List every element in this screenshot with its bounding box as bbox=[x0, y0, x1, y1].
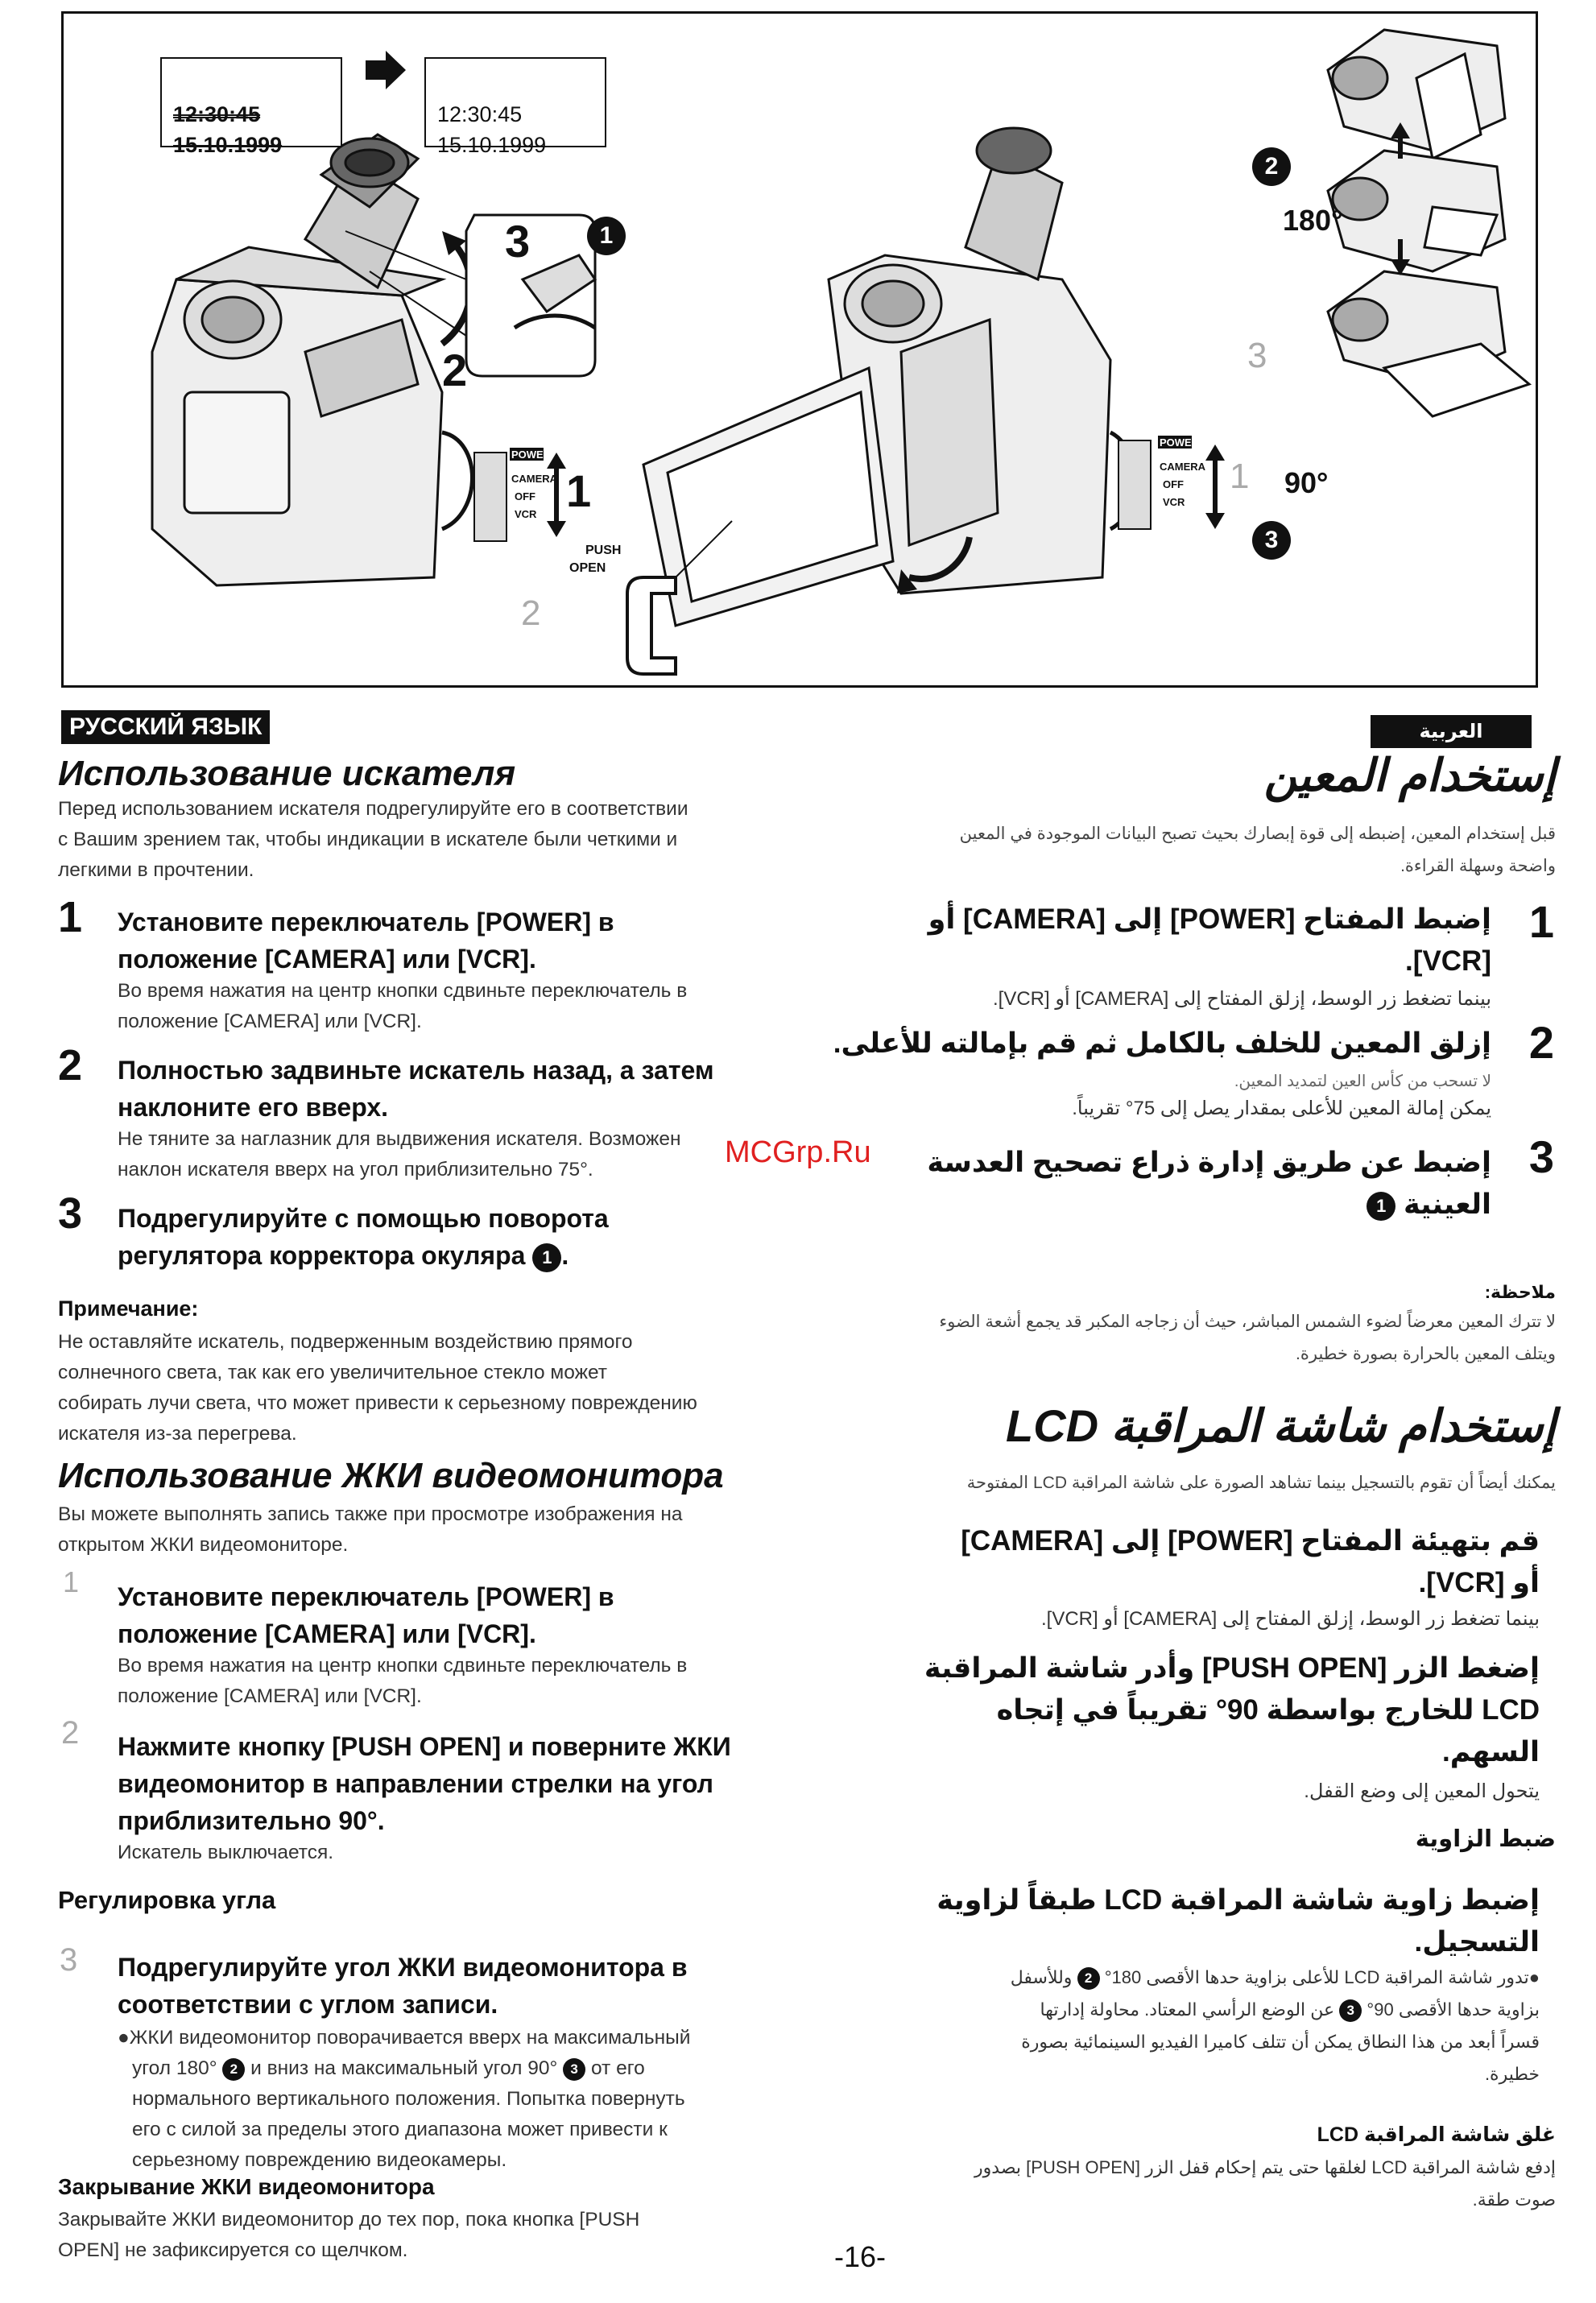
ar-close-text: إدفع شاشة المراقبة LCD لغلقها حتى يتم إحكام قفل الزر [PUSH OPEN] بصدور صوت طقة. bbox=[974, 2157, 1556, 2210]
diopter-callout bbox=[466, 215, 595, 376]
callout-3-left: 3 bbox=[505, 216, 531, 267]
angle-180-label: 180° bbox=[1283, 204, 1343, 237]
ru-lcd-step2-number: 2 bbox=[61, 1715, 80, 1751]
switch-power-label-left: POWER bbox=[511, 449, 552, 461]
ru-close-text: Закрывайте ЖКИ видеомонитор до тех пор, пока кнопка [PUSH OPEN] не зафиксируется со щелчком. bbox=[58, 2209, 640, 2261]
ar-close-heading: غلق شاشة المراقبة LCD bbox=[1317, 2123, 1556, 2146]
switch-vcr-label-left: VCR bbox=[515, 508, 537, 520]
switch-vcr-label-mid: VCR bbox=[1163, 496, 1185, 508]
lcd-display-before bbox=[160, 57, 342, 157]
right-camcorder-top bbox=[1328, 30, 1505, 159]
ar-circle-2-icon: 2 bbox=[1077, 1967, 1100, 1990]
ru-angle-heading: Регулировка угла bbox=[58, 1886, 276, 1914]
ar-vf-step1-note: بينما تضغط زر الوسط، إزلق المفتاح إلى [CAMERA] أو [VCR]. bbox=[993, 988, 1491, 1010]
circle-3-icon: 3 bbox=[563, 2058, 585, 2081]
push-label: PUSH bbox=[585, 544, 622, 557]
middle-camcorder bbox=[643, 128, 1135, 626]
ru-lcd-step1-text: Установите переключатель [POWER] в положение [CAMERA] или [VCR]. bbox=[118, 1582, 614, 1648]
callout-1-faint: 1 bbox=[1230, 457, 1250, 496]
ar-vf-step1-number: 1 bbox=[1528, 896, 1554, 947]
ar-angle-step-text: إضبط زاوية شاشة المراقبة LCD طبقاً لزاوية التسجيل. bbox=[937, 1884, 1540, 1958]
ar-lcd-step2-note: يتحول المعين إلى وضع القفل. bbox=[1304, 1780, 1540, 1802]
ru-lcd-step1-note: Во время нажатия на центр кнопки сдвиньте переключатель в положение [CAMERA] или [VCR]. bbox=[118, 1655, 688, 1707]
left-camcorder bbox=[152, 134, 473, 585]
ar-lcd-step2-text: إضغط الزر [PUSH OPEN] وأدر شاشة المراقبة LCD للخارج بواسطة 90° تقريباً في إتجاه السهم. bbox=[924, 1652, 1540, 1768]
right-camcorder-middle bbox=[1328, 151, 1505, 271]
ru-angle-step-text: Подрегулируйте угол ЖКИ видеомонитора в соответствии с углом записи. bbox=[118, 1953, 688, 2019]
ru-lcd-step2-note: Искатель выключается. bbox=[118, 1842, 334, 1863]
watermark: MCGrp.Ru bbox=[725, 1135, 871, 1169]
ru-vf-step3-text: Подрегулируйте с помощью поворота регулятора корректора окуляра 1 . bbox=[118, 1200, 609, 1274]
ru-note-text: Не оставляйте искатель, подверженным воздействию прямого солнечного света, так как его увеличительное стекло может собирать лучи света, что может привести к серьезному повреждению искателя из-за перегрева. bbox=[58, 1331, 697, 1445]
ru-vf-step1-text: Установите переключатель [POWER] в положение [CAMERA] или [VCR]. bbox=[118, 908, 614, 974]
ar-lcd-step1-note: بينما تضغط زر الوسط، إزلق المفتاح إلى [CAMERA] أو [VCR]. bbox=[1041, 1608, 1540, 1630]
ru-vf-step1-number: 1 bbox=[58, 893, 83, 941]
ru-vf-step2-number: 2 bbox=[58, 1041, 83, 1089]
ru-close-heading: Закрывание ЖКИ видеомонитора bbox=[58, 2174, 435, 2199]
ru-note-heading: Примечание: bbox=[58, 1296, 199, 1321]
ar-note-heading: ملاحظة: bbox=[1484, 1282, 1556, 1302]
angle-90-label: 90° bbox=[1284, 466, 1329, 499]
callout-1-left: 1 bbox=[566, 465, 592, 516]
switch-camera-label-left: CAMERA bbox=[511, 473, 558, 485]
ru-lcd-intro: Вы можете выполнять запись также при просмотре изображения на открытом ЖКИ видеомониторе. bbox=[58, 1503, 683, 1556]
ru-lcd-title: Использование ЖКИ видеомонитора bbox=[58, 1456, 724, 1495]
switch-off-label-mid: OFF bbox=[1163, 478, 1184, 490]
ar-viewfinder-title: إستخدام المعين bbox=[1263, 750, 1556, 800]
ar-circle-1-icon: 1 bbox=[1367, 1192, 1395, 1221]
circle-1-icon: 1 bbox=[532, 1243, 561, 1272]
callout-circle-1: 1 bbox=[587, 217, 626, 255]
callout-circle-3: 3 bbox=[1252, 521, 1291, 560]
ar-vf-step1-text: إضبط المفتاح [POWER] إلى [CAMERA] أو [VCR]. bbox=[928, 903, 1491, 977]
ru-vf-step3-number: 3 bbox=[58, 1189, 83, 1238]
illustration-panel bbox=[61, 11, 1538, 688]
russian-language-label: РУССКИЙ ЯЗЫК bbox=[61, 710, 270, 744]
ru-viewfinder-title: Использование искателя bbox=[58, 754, 516, 793]
switch-camera-label-mid: CAMERA bbox=[1160, 461, 1206, 473]
ru-viewfinder-intro: Перед использованием искателя подрегулируйте его в соответствии с Вашим зрением так, чтобы индикации в искателе были четкими и легкими в прочтении. bbox=[58, 798, 688, 881]
open-label: OPEN bbox=[569, 561, 606, 575]
callout-2-faint: 2 bbox=[521, 593, 541, 633]
ar-circle-3-icon: 3 bbox=[1339, 1999, 1362, 2022]
callout-2-left: 2 bbox=[442, 345, 468, 395]
page-number: -16- bbox=[834, 2240, 887, 2273]
ar-lcd-intro: يمكنك أيضاً أن تقوم بالتسجيل بينما تشاهد الصورة على شاشة المراقبة LCD المفتوحة bbox=[966, 1474, 1556, 1492]
ru-vf-step1-note: Во время нажатия на центр кнопки сдвиньте переключатель в положение [CAMERA] или [VCR]. bbox=[118, 980, 688, 1032]
lcd-time-before: 12:30:45 bbox=[173, 102, 261, 126]
arabic-language-label: العربية bbox=[1371, 715, 1532, 748]
ar-vf-step2-note: لا تسحب من كأس العين لتمديد المعين. يمكن إمالة المعين للأعلى بمقدار يصل إلى 75° تقريباً. bbox=[1072, 1073, 1491, 1119]
ar-angle-heading: ضبط الزاوية bbox=[1415, 1826, 1556, 1852]
ru-angle-step-bullet: ●ЖКИ видеомонитор поворачивается вверх на максимальный угол 180° 2 и вниз на максимальный угол 90° 3 от его нормального вертикального положения. Попытка повернуть его с силой за пределы этого диапазона может привести к серьезному повреждению видеокамеры. bbox=[118, 2027, 691, 2171]
ar-lcd-title: إستخدام شاشة المراقبة LCD bbox=[1006, 1400, 1556, 1451]
switch-off-label-left: OFF bbox=[515, 490, 535, 502]
circle-2-icon: 2 bbox=[222, 2058, 245, 2081]
switch-power-label-mid: POWER bbox=[1160, 436, 1200, 449]
ar-lcd-step1-text: قم بتهيئة المفتاح [POWER] إلى [CAMERA] أو [VCR]. bbox=[961, 1525, 1540, 1598]
callout-circle-2: 2 bbox=[1252, 147, 1291, 186]
ru-lcd-step2-text: Нажмите кнопку [PUSH OPEN] и поверните ЖКИ видеомонитор в направлении стрелки на угол приблизительно 90°. bbox=[118, 1732, 731, 1835]
ar-vf-step3-text: إضبط عن طريق إدارة ذراع تصحيح العدسة العينية 1 bbox=[927, 1147, 1491, 1220]
lcd-date-before: 15.10.1999 bbox=[173, 133, 283, 157]
ar-vf-step3-number: 3 bbox=[1528, 1131, 1554, 1182]
ar-vf-step2-text: إزلق المعين للخلف بالكامل ثم قم بإمالته للأعلى. bbox=[833, 1027, 1491, 1059]
right-camcorder-bottom bbox=[1328, 271, 1529, 416]
push-open-button bbox=[627, 577, 676, 674]
lcd-date-after: 15.10.1999 bbox=[437, 133, 547, 157]
ru-vf-step2-text: Полностью задвиньте искатель назад, а затем наклоните его вверх. bbox=[118, 1056, 714, 1122]
ar-vf-step2-number: 2 bbox=[1528, 1017, 1554, 1068]
ru-angle-step-number: 3 bbox=[60, 1942, 78, 1978]
lcd-time-after: 12:30:45 bbox=[437, 102, 523, 126]
ru-lcd-step1-number: 1 bbox=[63, 1565, 80, 1598]
callout-3-faint: 3 bbox=[1247, 336, 1267, 375]
ar-angle-step-bullet: ●تدور شاشة المراقبة LCD للأعلى بزاوية حدها الأقصى 180° 2 وللأسفل بزاوية حدها الأقصى 90° 3 عن الوضع الرأسي المعتاد. محاولة إدارتها قسراً أبعد من هذا النطاق يمكن أن تتلف كاميرا الفيديو السينمائية بصورة خطيرة. bbox=[1010, 1967, 1540, 2084]
ru-vf-step2-note: Не тяните за наглазник для выдвижения искателя. Возможен наклон искателя вверх на угол приблизительно 75°. bbox=[118, 1128, 681, 1180]
ar-viewfinder-intro: قبل إستخدام المعين، إضبطه إلى قوة إبصارك بحيث تصبح البيانات الموجودة في المعين واضحة وسهلة القراءة. bbox=[959, 825, 1556, 875]
ar-note-text: لا تترك المعين معرضاً لضوء الشمس المباشر، حيث أن زجاجه المكبر قد يجمع أشعة الضوء ويتلف المعين بالحرارة بصورة خطيرة. bbox=[939, 1313, 1556, 1363]
lcd-display-after bbox=[424, 57, 606, 157]
